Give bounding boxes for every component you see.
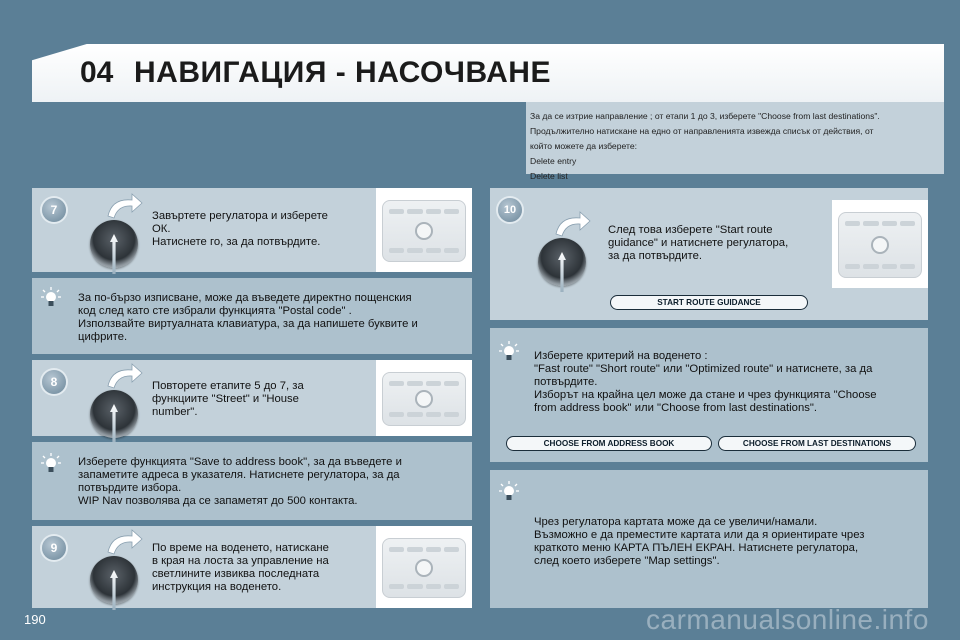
tip-line: Изберете функцията "Save to address book", за да въведете и — [78, 456, 402, 468]
tip-text — [78, 292, 418, 344]
step-line: светлините извиква последната — [152, 568, 320, 580]
radio-unit-illustration — [832, 200, 928, 288]
rotary-knob-illustration — [84, 362, 154, 442]
step-line: След това изберете "Start route — [608, 224, 773, 236]
tip-line: Използвайте виртуалната клавиатура, за да напишете буквите и — [78, 318, 418, 330]
step-badge: 8 — [42, 370, 66, 394]
rotary-knob-illustration — [532, 210, 602, 290]
step-line: Натиснете го, за да потвърдите. — [152, 236, 321, 248]
knob-icon — [538, 238, 586, 286]
page-number: 190 — [24, 612, 46, 627]
rotate-arrow-icon — [552, 210, 592, 238]
step-line: ОК. — [152, 223, 171, 235]
tip-line: след което изберете "Map settings". — [534, 555, 720, 567]
intro-line: Delete list — [530, 171, 568, 181]
tip-line: код след като сте избрали функцията "Postal code" . — [78, 305, 352, 317]
tip-line: WIP Nav позволява да се запаметят до 500 контакта. — [78, 495, 358, 507]
start-route-guidance-button[interactable]: START ROUTE GUIDANCE — [610, 295, 808, 310]
radio-unit-illustration — [376, 526, 472, 608]
step-10-text — [608, 224, 788, 263]
step-9-text — [152, 542, 329, 594]
step-badge: 10 — [498, 198, 522, 222]
step-line: инструкция на воденето. — [152, 581, 282, 593]
rotate-arrow-icon — [104, 362, 144, 390]
lightbulb-icon — [40, 286, 62, 308]
tip-line: За по-бързо изписване, може да въведете директно пощенския — [78, 292, 412, 304]
tip-line: Изберете критерий на воденето : — [534, 350, 708, 362]
rotary-knob-illustration — [84, 528, 154, 608]
lightbulb-icon — [498, 480, 520, 502]
tip-text — [534, 516, 864, 568]
intro-line: Delete entry — [530, 156, 577, 166]
rotate-arrow-icon — [104, 528, 144, 556]
step-line: Повторете етапите 5 до 7, за — [152, 380, 304, 392]
lightbulb-icon — [40, 452, 62, 474]
knob-icon — [90, 390, 138, 438]
tip-line: Изборът на крайна цел може да стане и чрез функцията "Choose — [534, 389, 877, 401]
knob-icon — [90, 220, 138, 268]
choose-from-last-destinations-button[interactable]: CHOOSE FROM LAST DESTINATIONS — [718, 436, 916, 451]
tip-text — [78, 456, 402, 508]
intro-line: Продължително натискане на едно от направленията извежда списък от действия, от — [530, 126, 874, 136]
step-7-text — [152, 210, 328, 249]
intro-note — [526, 102, 944, 181]
step-8-text — [152, 380, 304, 419]
tip-line: Чрез регулатора картата може да се увеличи/намали. — [534, 516, 818, 528]
step-line: По време на воденето, натискане — [152, 542, 329, 554]
tip-line: запаметите адреса в указателя. Натиснете регулатора, за да — [78, 469, 400, 481]
step-line: функциите "Street" и "House — [152, 393, 299, 405]
radio-unit-illustration — [376, 360, 472, 436]
step-line: Завъртете регулатора и изберете — [152, 210, 328, 222]
choose-from-address-book-button[interactable]: CHOOSE FROM ADDRESS BOOK — [506, 436, 712, 451]
lightbulb-icon — [498, 340, 520, 362]
rotate-arrow-icon — [104, 192, 144, 220]
step-line: guidance" и натиснете регулатора, — [608, 237, 789, 249]
tip-line: Възможно е да преместите картата или да я ориентирате чрез — [534, 529, 865, 541]
radio-unit-illustration — [376, 188, 472, 272]
step-badge: 7 — [42, 198, 66, 222]
step-line: за да потвърдите. — [608, 250, 703, 262]
step-badge: 9 — [42, 536, 66, 560]
tip-line: потвърдите. — [534, 376, 598, 388]
step-line: в края на лоста за управление на — [152, 555, 329, 567]
chapter-number: 04 — [80, 56, 114, 89]
tip-line: "Fast route" "Short route" или "Optimized route" и натиснете, за да — [534, 363, 873, 375]
intro-line: За да се изтрие направление ; от етапи 1 до 3, изберете "Choose from last destinations". — [530, 111, 880, 121]
tip-line: from address book" или "Choose from last destinations". — [534, 402, 818, 414]
watermark: carmanualsonline.info — [646, 604, 929, 635]
tip-line: краткото меню КАРТА ПЪЛЕН ЕКРАН. Натиснете регулатора, — [534, 542, 859, 554]
tip-text — [534, 350, 877, 415]
step-line: number". — [152, 406, 198, 418]
page-title: НАВИГАЦИЯ - НАСОЧВАНЕ — [134, 56, 551, 89]
knob-icon — [90, 556, 138, 604]
intro-line: който можете да изберете: — [530, 141, 637, 151]
rotary-knob-illustration — [84, 192, 154, 272]
tip-line: цифрите. — [78, 331, 128, 343]
tip-line: потвърдите избора. — [78, 482, 182, 494]
